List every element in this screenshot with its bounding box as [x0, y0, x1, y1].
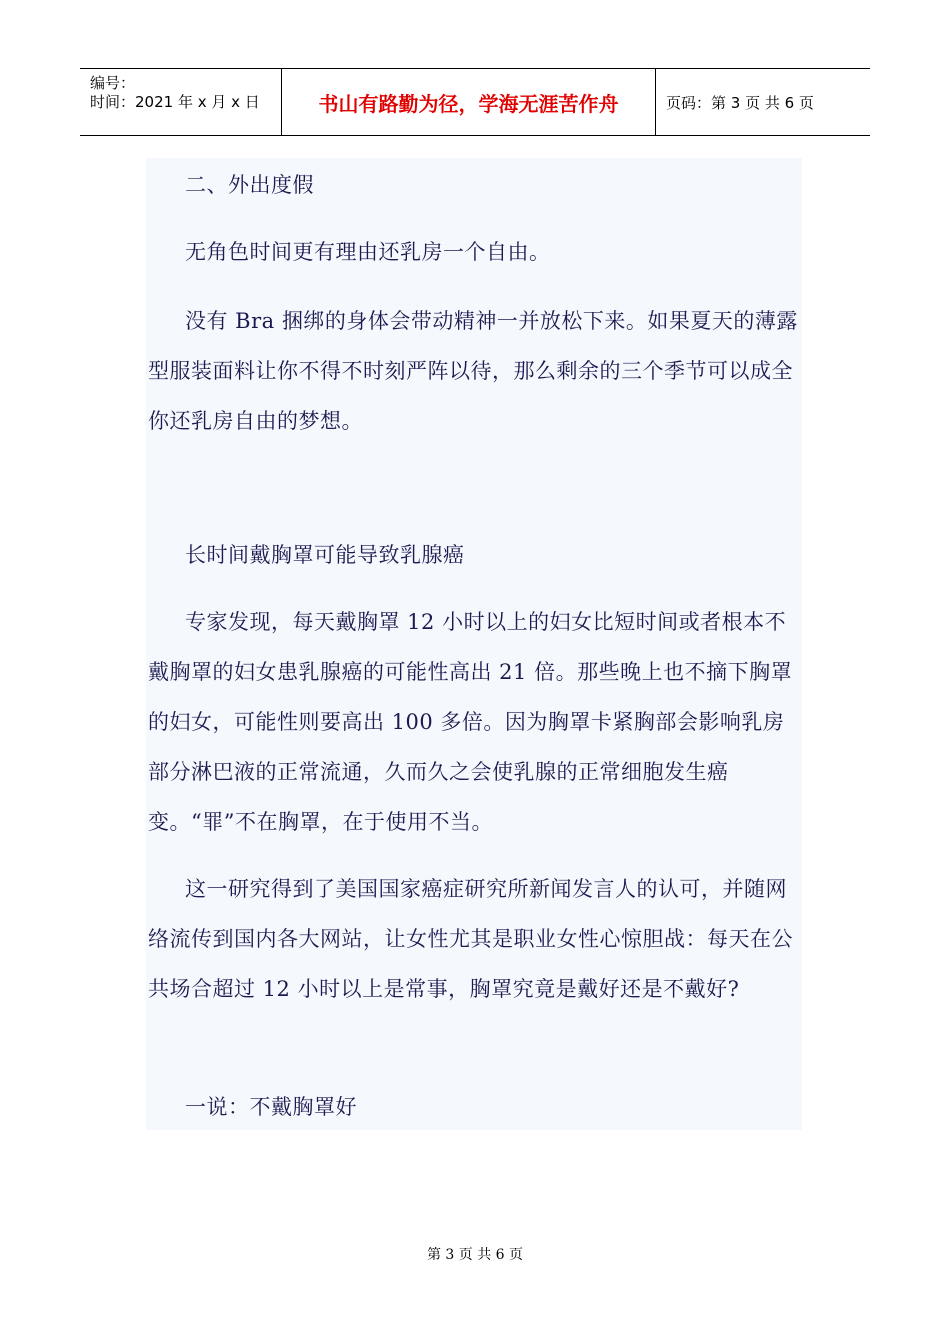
header-motto: 书山有路勤为径，学海无涯苦作舟: [318, 92, 619, 116]
paragraph: 没有 Bra 捆绑的身体会带动精神一并放松下来。如果夏天的薄露型服装面料让你不得不时刻严阵以待，那么剩余的三个季节可以成全你还乳房自由的梦想。: [148, 309, 798, 433]
paragraph: 无角色时间更有理由还乳房一个自由。: [185, 240, 551, 264]
document-number-label: 编号：: [90, 74, 136, 92]
section-heading: 二、外出度假: [185, 173, 314, 197]
subheading: 长时间戴胸罩可能导致乳腺癌: [185, 543, 465, 567]
header-page-info: 页码：第 3 页 共 6 页: [666, 94, 814, 112]
subheading: 一说：不戴胸罩好: [185, 1095, 357, 1119]
header-page-cell: [656, 69, 870, 135]
paragraph: 专家发现，每天戴胸罩 12 小时以上的妇女比短时间或者根本不戴胸罩的妇女患乳腺癌的可能性高出 21 倍。那些晚上也不摘下胸罩的妇女，可能性则要高出 100 多倍。因为胸罩卡紧胸部会影响乳房部分淋巴液的正常流通，久而久之会使乳腺的正常细胞发生癌变。“罪”不在胸罩，在于使用不当。: [148, 610, 793, 834]
header-meta-cell: [80, 69, 282, 135]
document-header: [80, 68, 870, 136]
header-motto-cell: [282, 69, 656, 135]
paragraph: 这一研究得到了美国国家癌症研究所新闻发言人的认可，并随网络流传到国内各大网站，让女性尤其是职业女性心惊胆战：每天在公共场合超过 12 小时以上是常事，胸罩究竟是戴好还是不戴好?: [148, 877, 793, 1001]
page-footer: 第 3 页 共 6 页: [426, 1247, 524, 1263]
document-date-label: 时间：2021 年 x 月 x 日: [90, 93, 260, 111]
